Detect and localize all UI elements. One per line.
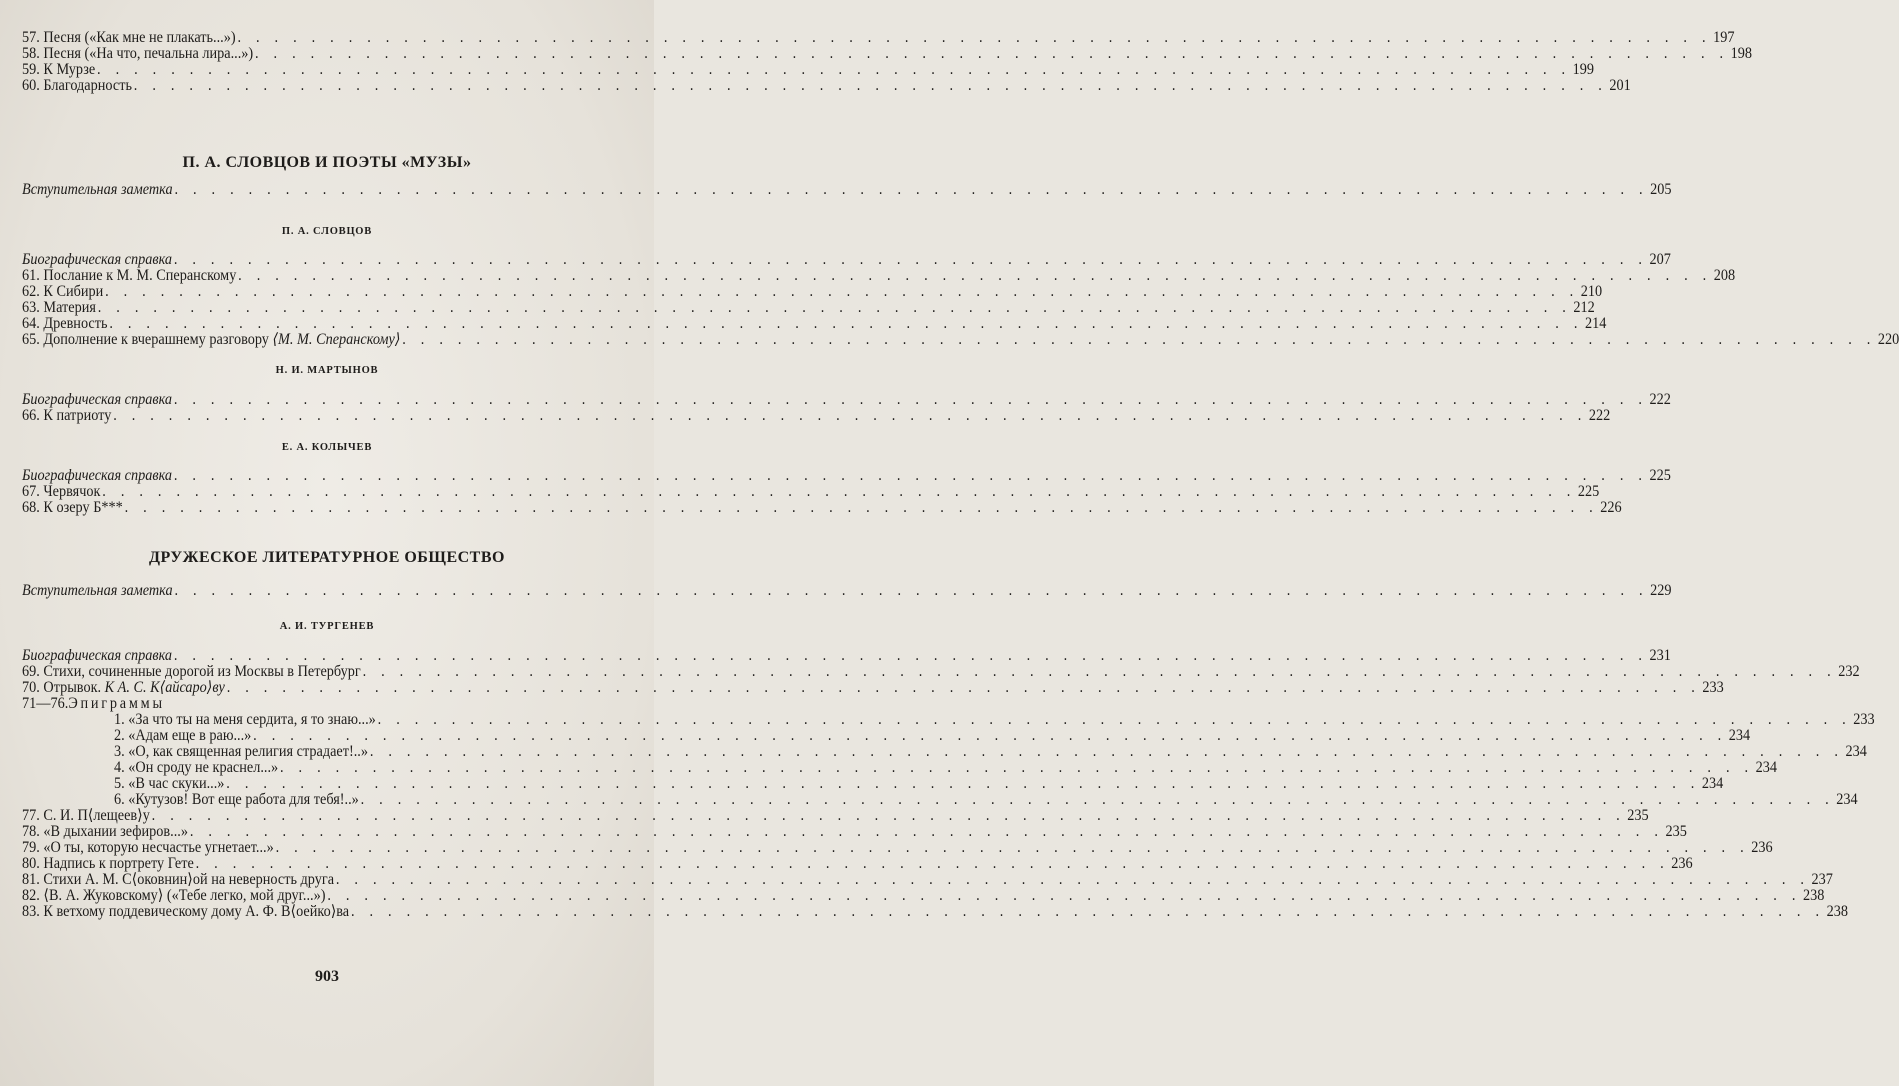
- dot-leader: . . . . . . . . . . . . . . . . . . . . . . . . . . . . . . . . . . . . . . . . . . . . . . . . . . . . . . . . . . . . . . . . . . . . . . . . . . . . . . . .: [174, 181, 1649, 198]
- toc-entry[interactable]: [22, 483, 1600, 500]
- page-number: 236: [1671, 855, 1693, 872]
- page-number: 222: [1649, 391, 1671, 408]
- page-number: 226: [1600, 499, 1622, 516]
- entry-title-text: 70. Отрывок.: [22, 679, 102, 696]
- entry-title: [22, 840, 274, 856]
- entry-title: [22, 408, 111, 424]
- dot-leader: . . . . . . . . . . . . . . . . . . . . . . . . . . . . . . . . . . . . . . . . . . . . . . . . . . . . . . . . . . . . . . . . . . . . . . . . . . . . . . . .: [173, 647, 1648, 664]
- entry-title-text: 65. Дополнение к вчерашнему разговору: [22, 331, 269, 348]
- dot-leader: . . . . . . . . . . . . . . . . . . . . . . . . . . . . . . . . . . . . . . . . . . . . . . . . . . . . . . . . . . . . . . . . . . . . . . . . . . . . . . . .: [173, 251, 1648, 268]
- toc-entry[interactable]: [22, 871, 1833, 888]
- group-title: Эпиграммы: [68, 695, 165, 712]
- entry-title: [22, 62, 95, 78]
- page-number: 197: [1713, 29, 1735, 46]
- entry-title: [22, 776, 224, 792]
- entry-title: [22, 680, 225, 696]
- author-heading: А. И. ТУРГЕНЕВ: [279, 621, 375, 632]
- toc-entry[interactable]: [22, 823, 1687, 840]
- entry-title-italic: Вступительная заметка: [22, 582, 173, 599]
- entry-title: [22, 78, 132, 94]
- entry-title-italic: Биографическая справка: [22, 467, 173, 484]
- page-number: 225: [1577, 483, 1600, 500]
- toc-subentry[interactable]: [22, 743, 1867, 760]
- entry-title-text: 68. К озеру Б***: [22, 499, 123, 516]
- page-number: 234: [1701, 775, 1724, 792]
- entry-title: [22, 484, 100, 500]
- entry-title: [22, 500, 123, 516]
- page-number: 229: [1650, 582, 1672, 599]
- entry-title: [22, 712, 376, 728]
- entry-title-text: 64. Древность: [22, 315, 108, 332]
- toc-entry[interactable]: [22, 499, 1622, 516]
- dot-leader: . . . . . . . . . . . . . . . . . . . . . . . . . . . . . . . . . . . . . . . . . . . . . . . . . . . . . . . . . . . . . . . . . . . . . . . . . . . . . . . .: [102, 483, 1577, 500]
- dot-leader: . . . . . . . . . . . . . . . . . . . . . . . . . . . . . . . . . . . . . . . . . . . . . . . . . . . . . . . . . . . . . . . . . . . . . . . . . . . . . . . .: [255, 45, 1729, 62]
- entry-title-italic: К А. С. К⟨айсаро⟩ву: [104, 679, 225, 696]
- page-number: 234: [1836, 791, 1858, 808]
- toc-entry[interactable]: [22, 45, 1753, 62]
- entry-title-text: 80. Надпись к портрету Гете: [22, 855, 194, 872]
- dot-leader: . . . . . . . . . . . . . . . . . . . . . . . . . . . . . . . . . . . . . . . . . . . . . . . . . . . . . . . . . . . . . . . . . . . . . . . . . . . . . . . .: [151, 807, 1626, 824]
- dot-leader: . . . . . . . . . . . . . . . . . . . . . . . . . . . . . . . . . . . . . . . . . . . . . . . . . . . . . . . . . . . . . . . . . . . . . . . . . . . . . . . .: [253, 727, 1727, 744]
- author-heading: П. А. СЛОВЦОВ: [281, 226, 373, 237]
- author-heading: Н. И. МАРТЫНОВ: [275, 365, 379, 376]
- entry-title-text: 58. Песня («На что, печальна лира...»): [22, 45, 254, 62]
- entry-title: [22, 583, 173, 599]
- entry-title: [22, 332, 400, 348]
- dot-leader: . . . . . . . . . . . . . . . . . . . . . . . . . . . . . . . . . . . . . . . . . . . . . . . . . . . . . . . . . . . . . . . . . . . . . . . . . . . . . . . .: [360, 791, 1835, 808]
- entry-title-text: 66. К патриоту: [22, 407, 112, 424]
- entry-title-italic: Биографическая справка: [22, 391, 173, 408]
- entry-title: [22, 316, 108, 332]
- entry-title: [22, 808, 150, 824]
- entry-title-text: 2. «Адам еще в раю...»: [114, 727, 252, 744]
- entry-title: [22, 392, 172, 408]
- entry-title-italic: Биографическая справка: [22, 647, 173, 664]
- entry-title-italic: ⟨М. М. Сперанскому⟩: [272, 331, 401, 348]
- dot-leader: . . . . . . . . . . . . . . . . . . . . . . . . . . . . . . . . . . . . . . . . . . . . . . . . . . . . . . . . . . . . . . . . . . . . . . . . . . . . . . . .: [189, 823, 1664, 840]
- entry-title-text: 6. «Кутузов! Вот еще работа для тебя!..»: [114, 791, 359, 808]
- toc-entry[interactable]: [22, 887, 1825, 904]
- entry-title: [22, 888, 325, 904]
- page-number: 214: [1584, 315, 1607, 332]
- folio-page-number: 903: [315, 968, 339, 985]
- toc-entry[interactable]: [22, 679, 1724, 696]
- dot-leader: . . . . . . . . . . . . . . . . . . . . . . . . . . . . . . . . . . . . . . . . . . . . . . . . . . . . . . . . . . . . . . . . . . . . . . . . . . . . . . . .: [238, 267, 1712, 284]
- page-number: 235: [1627, 807, 1649, 824]
- entry-title: [22, 300, 96, 316]
- entry-title-text: 79. «О ты, которую несчастье угнетает...»: [22, 839, 274, 856]
- entry-title: [22, 252, 172, 268]
- entry-title: [22, 824, 188, 840]
- entry-title-text: 82. ⟨В. А. Жуковскому⟩ («Тебе легко, мой друг...»): [22, 887, 326, 904]
- dot-leader: . . . . . . . . . . . . . . . . . . . . . . . . . . . . . . . . . . . . . . . . . . . . . . . . . . . . . . . . . . . . . . . . . . . . . . . . . . . . . . . .: [109, 315, 1584, 332]
- toc-entry[interactable]: [22, 467, 1671, 484]
- entry-title-text: 57. Песня («Как мне не плакать...»): [22, 29, 236, 46]
- page-number: 235: [1665, 823, 1687, 840]
- page-number: 234: [1845, 743, 1867, 760]
- entry-title-text: 83. К ветхому поддевическому дому А. Ф. В⟨оейко⟩ва: [22, 903, 350, 920]
- page-number: 233: [1702, 679, 1724, 696]
- entry-title-text: 60. Благодарность: [22, 77, 132, 94]
- toc-entry[interactable]: [22, 663, 1860, 680]
- page-number: 199: [1572, 61, 1595, 78]
- page-number: 208: [1713, 267, 1736, 284]
- entry-title: [22, 468, 172, 484]
- entry-title-text: 69. Стихи, сочиненные дорогой из Москвы в Петербург: [22, 663, 361, 680]
- section-heading: П. А. СЛОВЦОВ И ПОЭТЫ «МУЗЫ»: [182, 154, 472, 171]
- toc-entry[interactable]: [22, 29, 1735, 46]
- dot-leader: . . . . . . . . . . . . . . . . . . . . . . . . . . . . . . . . . . . . . . . . . . . . . . . . . . . . . . . . . . . . . . . . . . . . . . . . . . . . . . . .: [174, 582, 1649, 599]
- dot-leader: . . . . . . . . . . . . . . . . . . . . . . . . . . . . . . . . . . . . . . . . . . . . . . . . . . . . . . . . . . . . . . . . . . . . . . . . . . . . . . . .: [280, 759, 1754, 776]
- entry-title: [22, 182, 173, 198]
- toc-entry[interactable]: [22, 807, 1649, 824]
- toc-entry[interactable]: [22, 251, 1671, 268]
- toc-entry[interactable]: [22, 77, 1631, 94]
- entry-title-text: 81. Стихи А. М. С⟨оковнин⟩ой на неверность друга: [22, 871, 335, 888]
- toc-entry[interactable]: [22, 181, 1672, 198]
- toc-entry[interactable]: [22, 315, 1607, 332]
- toc-entry[interactable]: [22, 331, 1899, 348]
- entry-title-italic: Биографическая справка: [22, 251, 173, 268]
- toc-entry[interactable]: [22, 855, 1693, 872]
- entry-title-italic: Вступительная заметка: [22, 181, 173, 198]
- dot-leader: . . . . . . . . . . . . . . . . . . . . . . . . . . . . . . . . . . . . . . . . . . . . . . . . . . . . . . . . . . . . . . . . . . . . . . . . . . . . . . . .: [226, 679, 1701, 696]
- page-number: 234: [1755, 759, 1778, 776]
- toc-subentry[interactable]: [22, 727, 1751, 744]
- entry-title: [22, 46, 253, 62]
- page-number: 210: [1580, 283, 1603, 300]
- page-number: 220: [1877, 331, 1899, 348]
- page-number: 198: [1730, 45, 1753, 62]
- toc-subentry[interactable]: [22, 711, 1875, 728]
- page-number: 237: [1811, 871, 1833, 888]
- page-number: 207: [1649, 251, 1671, 268]
- entry-title-text: 62. К Сибири: [22, 283, 104, 300]
- entry-title-text: 77. С. И. П⟨лещеев⟩у: [22, 807, 150, 824]
- page-number: 231: [1649, 647, 1671, 664]
- entry-title: [22, 760, 278, 776]
- page-number: 201: [1609, 77, 1631, 94]
- page-number: 234: [1728, 727, 1751, 744]
- author-heading: Е. А. КОЛЫЧЕВ: [281, 442, 373, 453]
- dot-leader: . . . . . . . . . . . . . . . . . . . . . . . . . . . . . . . . . . . . . . . . . . . . . . . . . . . . . . . . . . . . . . . . . . . . . . . . . . . . . . . .: [97, 61, 1571, 78]
- page-number: 233: [1853, 711, 1875, 728]
- entry-title-text: 1. «За что ты на меня сердита, я то знаю...»: [114, 711, 376, 728]
- page-number: 222: [1588, 407, 1611, 424]
- dot-leader: . . . . . . . . . . . . . . . . . . . . . . . . . . . . . . . . . . . . . . . . . . . . . . . . . . . . . . . . . . . . . . . . . . . . . . . . . . . . . . . .: [226, 775, 1701, 792]
- toc-entry[interactable]: [22, 647, 1671, 664]
- dot-leader: . . . . . . . . . . . . . . . . . . . . . . . . . . . . . . . . . . . . . . . . . . . . . . . . . . . . . . . . . . . . . . . . . . . . . . . . . . . . . . . .: [275, 839, 1750, 856]
- entry-title-text: 63. Материя: [22, 299, 96, 316]
- entry-title: [22, 728, 251, 744]
- entry-title-text: 61. Послание к М. М. Сперанскому: [22, 267, 237, 284]
- toc-entry[interactable]: [22, 267, 1736, 284]
- toc-subentry[interactable]: [22, 775, 1724, 792]
- dot-leader: . . . . . . . . . . . . . . . . . . . . . . . . . . . . . . . . . . . . . . . . . . . . . . . . . . . . . . . . . . . . . . . . . . . . . . . . . . . . . . . .: [105, 283, 1579, 300]
- entry-title-text: 5. «В час скуки...»: [114, 775, 225, 792]
- entry-title: [22, 744, 368, 760]
- entry-title: [22, 904, 349, 920]
- entry-title-text: 4. «Он сроду не краснел...»: [114, 759, 279, 776]
- entry-title: [22, 792, 359, 808]
- toc-subentry[interactable]: [22, 791, 1858, 808]
- entry-title: [22, 648, 172, 664]
- dot-leader: . . . . . . . . . . . . . . . . . . . . . . . . . . . . . . . . . . . . . . . . . . . . . . . . . . . . . . . . . . . . . . . . . . . . . . . . . . . . . . . .: [237, 29, 1712, 46]
- dot-leader: . . . . . . . . . . . . . . . . . . . . . . . . . . . . . . . . . . . . . . . . . . . . . . . . . . . . . . . . . . . . . . . . . . . . . . . . . . . . . . . .: [350, 903, 1825, 920]
- dot-leader: . . . . . . . . . . . . . . . . . . . . . . . . . . . . . . . . . . . . . . . . . . . . . . . . . . . . . . . . . . . . . . . . . . . . . . . . . . . . . . . .: [124, 499, 1599, 516]
- dot-leader: . . . . . . . . . . . . . . . . . . . . . . . . . . . . . . . . . . . . . . . . . . . . . . . . . . . . . . . . . . . . . . . . . . . . . . . . . . . . . . . .: [327, 887, 1802, 904]
- toc-entry[interactable]: [22, 903, 1848, 920]
- toc-entry[interactable]: [22, 391, 1671, 408]
- entry-title: [22, 664, 361, 680]
- toc-subentry[interactable]: [22, 759, 1778, 776]
- dot-leader: . . . . . . . . . . . . . . . . . . . . . . . . . . . . . . . . . . . . . . . . . . . . . . . . . . . . . . . . . . . . . . . . . . . . . . . . . . . . . . . .: [173, 467, 1648, 484]
- dot-leader: . . . . . . . . . . . . . . . . . . . . . . . . . . . . . . . . . . . . . . . . . . . . . . . . . . . . . . . . . . . . . . . . . . . . . . . . . . . . . . . .: [133, 77, 1608, 94]
- toc-entry[interactable]: [22, 61, 1595, 78]
- entry-title: [22, 30, 236, 46]
- page-number: 236: [1751, 839, 1773, 856]
- dot-leader: . . . . . . . . . . . . . . . . . . . . . . . . . . . . . . . . . . . . . . . . . . . . . . . . . . . . . . . . . . . . . . . . . . . . . . . . . . . . . . . .: [97, 299, 1572, 316]
- dot-leader: . . . . . . . . . . . . . . . . . . . . . . . . . . . . . . . . . . . . . . . . . . . . . . . . . . . . . . . . . . . . . . . . . . . . . . . . . . . . . . . .: [377, 711, 1852, 728]
- entry-title-text: 3. «О, как священная религия страдает!..»: [114, 743, 368, 760]
- group-number: 71—76.: [22, 695, 69, 712]
- toc-entry[interactable]: [22, 407, 1611, 424]
- dot-leader: . . . . . . . . . . . . . . . . . . . . . . . . . . . . . . . . . . . . . . . . . . . . . . . . . . . . . . . . . . . . . . . . . . . . . . . . . . . . . . . .: [195, 855, 1670, 872]
- dot-leader: . . . . . . . . . . . . . . . . . . . . . . . . . . . . . . . . . . . . . . . . . . . . . . . . . . . . . . . . . . . . . . . . . . . . . . . . . . . . . . . .: [173, 391, 1648, 408]
- dot-leader: . . . . . . . . . . . . . . . . . . . . . . . . . . . . . . . . . . . . . . . . . . . . . . . . . . . . . . . . . . . . . . . . . . . . . . . . . . . . . . . .: [362, 663, 1837, 680]
- toc-group-entry: [22, 696, 584, 712]
- page-number: 232: [1838, 663, 1860, 680]
- page-number: 225: [1649, 467, 1671, 484]
- page-number: 212: [1573, 299, 1595, 316]
- dot-leader: . . . . . . . . . . . . . . . . . . . . . . . . . . . . . . . . . . . . . . . . . . . . . . . . . . . . . . . . . . . . . . . . . . . . . . . . . . . . . . . .: [402, 331, 1877, 348]
- page-number: 205: [1650, 181, 1672, 198]
- toc-entry[interactable]: [22, 839, 1773, 856]
- page-number: 238: [1826, 903, 1848, 920]
- entry-title-text: 67. Червячок: [22, 483, 101, 500]
- entry-title: [22, 872, 334, 888]
- dot-leader: . . . . . . . . . . . . . . . . . . . . . . . . . . . . . . . . . . . . . . . . . . . . . . . . . . . . . . . . . . . . . . . . . . . . . . . . . . . . . . . .: [335, 871, 1810, 888]
- toc-entry[interactable]: [22, 299, 1595, 316]
- toc-entry[interactable]: [22, 582, 1672, 599]
- page-number: 238: [1802, 887, 1825, 904]
- dot-leader: . . . . . . . . . . . . . . . . . . . . . . . . . . . . . . . . . . . . . . . . . . . . . . . . . . . . . . . . . . . . . . . . . . . . . . . . . . . . . . . .: [113, 407, 1587, 424]
- entry-title: [22, 284, 103, 300]
- entry-title-text: 78. «В дыхании зефиров...»: [22, 823, 189, 840]
- entry-title-text: 59. К Мурзе: [22, 61, 96, 78]
- dot-leader: . . . . . . . . . . . . . . . . . . . . . . . . . . . . . . . . . . . . . . . . . . . . . . . . . . . . . . . . . . . . . . . . . . . . . . . . . . . . . . . .: [369, 743, 1844, 760]
- section-heading: ДРУЖЕСКОЕ ЛИТЕРАТУРНОЕ ОБЩЕСТВО: [149, 549, 505, 566]
- entry-title: [22, 268, 236, 284]
- toc-entry[interactable]: [22, 283, 1603, 300]
- entry-title: [22, 856, 194, 872]
